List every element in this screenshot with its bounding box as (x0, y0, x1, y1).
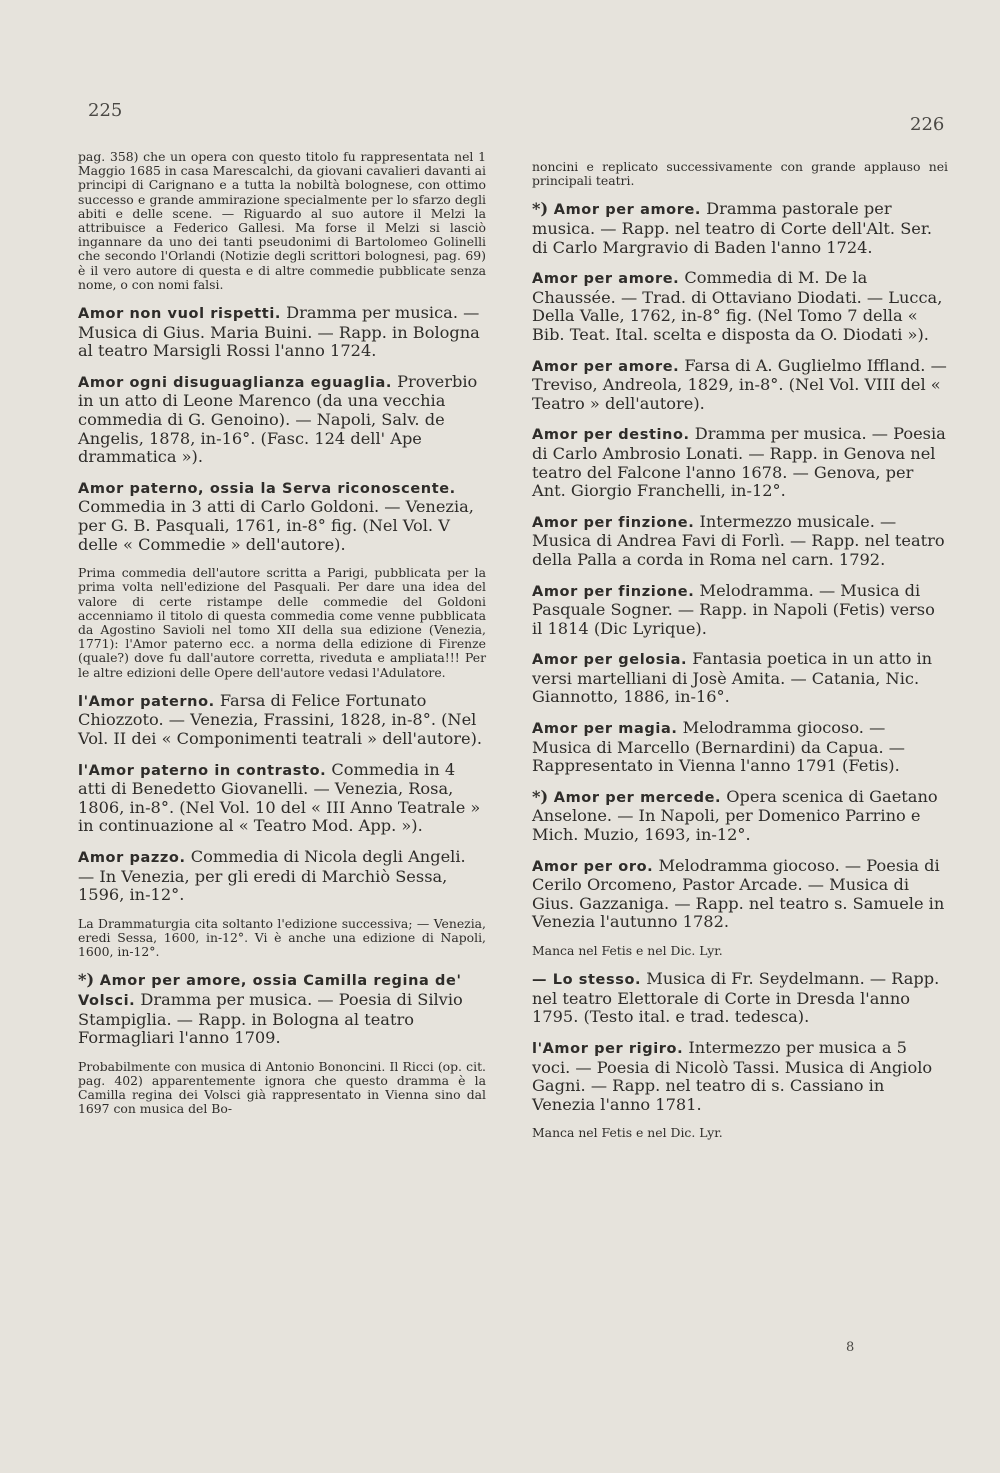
page-number-left: 225 (88, 100, 123, 121)
catalog-entry (532, 582, 948, 639)
catalog-entry (78, 971, 486, 1047)
entry-description: Farsa di Felice Fortunato Chiozzoto. — Venezia, Frassini, 1828, in-8°. (Nel Vol. II dei « Componimenti teatrali » dell'autore). (78, 690, 483, 748)
entry-title: Amor per amore. (553, 202, 702, 219)
entry-description: Commedia in 4 atti di Benedetto Giovanelli. — Venezia, Rosa, 1806, in-8°. (Nel Vol. 10 del « III Anno Teatrale » in continuazione al « Teatro Mod. App. »). (78, 759, 481, 836)
entry-title: Amor per amore, ossia Camilla regina de' Volsci. (78, 973, 462, 1009)
entry-title: Amor per amore. (532, 358, 680, 375)
entry-description: Commedia di M. De la Chaussée. — Trad. di Ottaviano Diodati. — Lucca, Della Valle, 1762, in-8° fig. (Nel Tomo 7 della « Bib. Teat. Ital. scelta e disposta da O. Diodati »). (532, 268, 943, 344)
continuation-note: noncini e replicato successivamente con grande applauso nei principali teatri. (532, 159, 948, 189)
left-column (78, 150, 486, 1129)
catalog-entry (532, 857, 948, 932)
entry-note: Manca nel Fetis e nel Dic. Lyr. (532, 1125, 723, 1141)
entry-description: Commedia in 3 atti di Carlo Goldoni. — Venezia, per G. B. Pasquali, 1761, in-8° fig. (Nel Vol. V delle « Commedie » dell'autore). (78, 497, 474, 554)
left-entries (78, 304, 486, 1116)
catalog-entry (532, 650, 948, 707)
entry-title: l'Amor paterno in contrasto. (78, 762, 327, 779)
entry-description: Intermezzo per musica a 5 voci. — Poesia di Nicolò Tassi. Musica di Angiolo Gagni. — Rapp. nel teatro di s. Cassiano in Venezia l'anno 1781. (532, 1037, 933, 1114)
catalog-entry (532, 269, 948, 344)
entry-title: l'Amor paterno. (78, 693, 215, 710)
page-number-right: 226 (910, 114, 945, 135)
entry-note: La Drammaturgia cita soltanto l'edizione successiva; — Venezia, eredi Sessa, 1600, in-12°. Vi è anche una edizione di Napoli, 1600, in-12°. (78, 915, 486, 960)
entry-asterisk: *) (532, 786, 554, 806)
catalog-entry (532, 200, 948, 257)
entry-note: Manca nel Fetis e nel Dic. Lyr. (532, 943, 723, 958)
entry-title: Amor per gelosia. (532, 652, 688, 669)
intro-note: pag. 358) che un opera con questo titolo fu rappresentata nel 1 Maggio 1685 in casa Marescalchi, da giovani cavalieri davanti ai principi di Carignano e a tutta la nobiltà bolognese, con ottimo successo e grande ammirazione specialmente per lo sfarzo degli abiti e delle scene. — Riguardo al suo autore il Melzi la attribuisce a Federico Gallesi. Ma forse il Melzi si lasciò ingannare da uno dei tanti pseudonimi di Bartolomeo Golinelli che secondo l'Orlandi (Notizie degli scrittori bolognesi, pag. 69) è il vero autore di questa e di altre commedie pubblicate senza nome, o con nomi falsi. (78, 149, 486, 292)
catalog-entry (78, 761, 486, 836)
entry-description: Melodramma. — Musica di Pasquale Sogner. — Rapp. in Napoli (Fetis) verso il 1814 (Dic Lyrique). (532, 580, 935, 638)
catalog-entry (532, 1039, 948, 1114)
entry-description: Melodramma giocoso. — Poesia di Cerilo Orcomeno, Pastor Arcade. — Musica di Gius. Gazzaniga. — Rapp. nel teatro s. Samuele in Venezia l'autunno 1782. (532, 855, 945, 932)
entry-title: Amor paterno, ossia la Serva riconoscente. (78, 480, 456, 497)
entry-title: — Lo stesso. (532, 972, 642, 989)
entry-title: Amor per finzione. (532, 583, 695, 600)
entry-description: Farsa di A. Guglielmo Iffland. — Treviso, Andreola, 1829, in-8°. (Nel Vol. VIII del « Teatro » dell'autore). (532, 355, 947, 413)
right-column (532, 160, 948, 1153)
entry-description: Dramma per musica. — Poesia di Silvio Stampiglia. — Rapp. in Bologna al teatro Formagliari l'anno 1709. (78, 989, 463, 1048)
entry-title: Amor non vuol rispetti. (78, 306, 282, 323)
entry-description: Dramma per musica. — Musica di Gius. Maria Buini. — Rapp. in Bologna al teatro Marsigli Rossi l'anno 1724. (78, 303, 480, 361)
catalog-entry (532, 357, 948, 414)
entry-note: Probabilmente con musica di Antonio Bononcini. Il Ricci (op. cit. pag. 402) apparentemente ignora che questo dramma è la Camilla regina dei Volsci già rappresentato in Vienna sino dal 1697 con musica del Bo- (78, 1058, 486, 1117)
entry-description: Dramma per musica. — Poesia di Carlo Ambrosio Lonati. — Rapp. in Genova nel teatro del Falcone l'anno 1678. — Genova, per Ant. Giorgio Franchelli, in-12°. (532, 424, 946, 501)
catalog-entry (78, 848, 486, 905)
entry-description: Musica di Fr. Seydelmann. — Rapp. nel teatro Elettorale di Corte in Dresda l'anno 1795. (Testo ital. e trad. tedesca). (532, 969, 940, 1027)
entry-description: Intermezzo musicale. — Musica di Andrea Favi di Forlì. — Rapp. nel teatro della Palla a corda in Roma nel carn. 1792. (532, 511, 945, 569)
catalog-entry (78, 692, 486, 749)
entry-description: Commedia di Nicola degli Angeli. — In Venezia, per gli eredi di Marchiò Sessa, 1596, in-12°. (78, 846, 466, 905)
entry-description: Fantasia poetica in un atto in versi martelliani di Josè Amita. — Catania, Nic. Giannotto, 1886, in-16°. (532, 649, 933, 707)
catalog-entry (78, 373, 486, 467)
entry-title: Amor per amore. (532, 271, 680, 288)
catalog-entry (532, 719, 948, 776)
entry-description: Melodramma giocoso. — Musica di Marcello (Bernardini) da Capua. — Rappresentato in Vienna l'anno 1791 (Fetis). (532, 718, 905, 776)
entry-description: Dramma pastorale per musica. — Rapp. nel teatro di Corte dell'Alt. Ser. di Carlo Margravio di Baden l'anno 1724. (532, 199, 932, 257)
entry-title: Amor pazzo. (78, 849, 186, 866)
catalog-entry (532, 513, 948, 570)
entry-asterisk: *) (532, 199, 554, 219)
catalog-entry (78, 479, 486, 554)
entry-title: Amor per mercede. (553, 789, 722, 806)
entry-note: Prima commedia dell'autore scritta a Parigi, pubblicata per la prima volta nell'edizione del Pasquali. Per dare una idea del valore di certe ristampe delle commedie del Goldoni accenniamo il titolo di questa commedia come venne pubblicata da Agostino Savioli nel tomo XII della sua edizione (Venezia, 1771): l'Amor paterno ecc. a norma della edizione di Firenze (quale?) dove fu dall'autore corretta, riveduta e ampliata!!! Per le altre edizioni delle Opere dell'autore vedasi l'Adulatore. (78, 565, 486, 680)
entry-asterisk: *) (78, 970, 100, 990)
entry-title: Amor per magia. (532, 721, 678, 738)
entry-title: Amor per finzione. (532, 514, 695, 531)
entry-description: Proverbio in un atto di Leone Marenco (da una vecchia commedia di G. Genoino). — Napoli, Salv. de Angelis, 1878, in-16°. (Fasc. 124 dell' Ape drammatica »). (78, 371, 478, 467)
entry-title: Amor per oro. (532, 858, 654, 875)
signature-mark: 8 (846, 1340, 855, 1355)
catalog-entry (532, 425, 948, 500)
entry-title: Amor per destino. (532, 427, 690, 444)
catalog-entry (532, 970, 948, 1027)
catalog-entry (78, 304, 486, 361)
entry-title: l'Amor per rigiro. (532, 1040, 684, 1057)
right-entries (532, 200, 948, 1140)
catalog-entry (532, 788, 948, 845)
entry-description: Opera scenica di Gaetano Anselone. — In Napoli, per Domenico Parrino e Mich. Muzio, 1693, in-12°. (532, 786, 938, 845)
entry-title: Amor ogni disuguaglianza eguaglia. (78, 374, 392, 391)
